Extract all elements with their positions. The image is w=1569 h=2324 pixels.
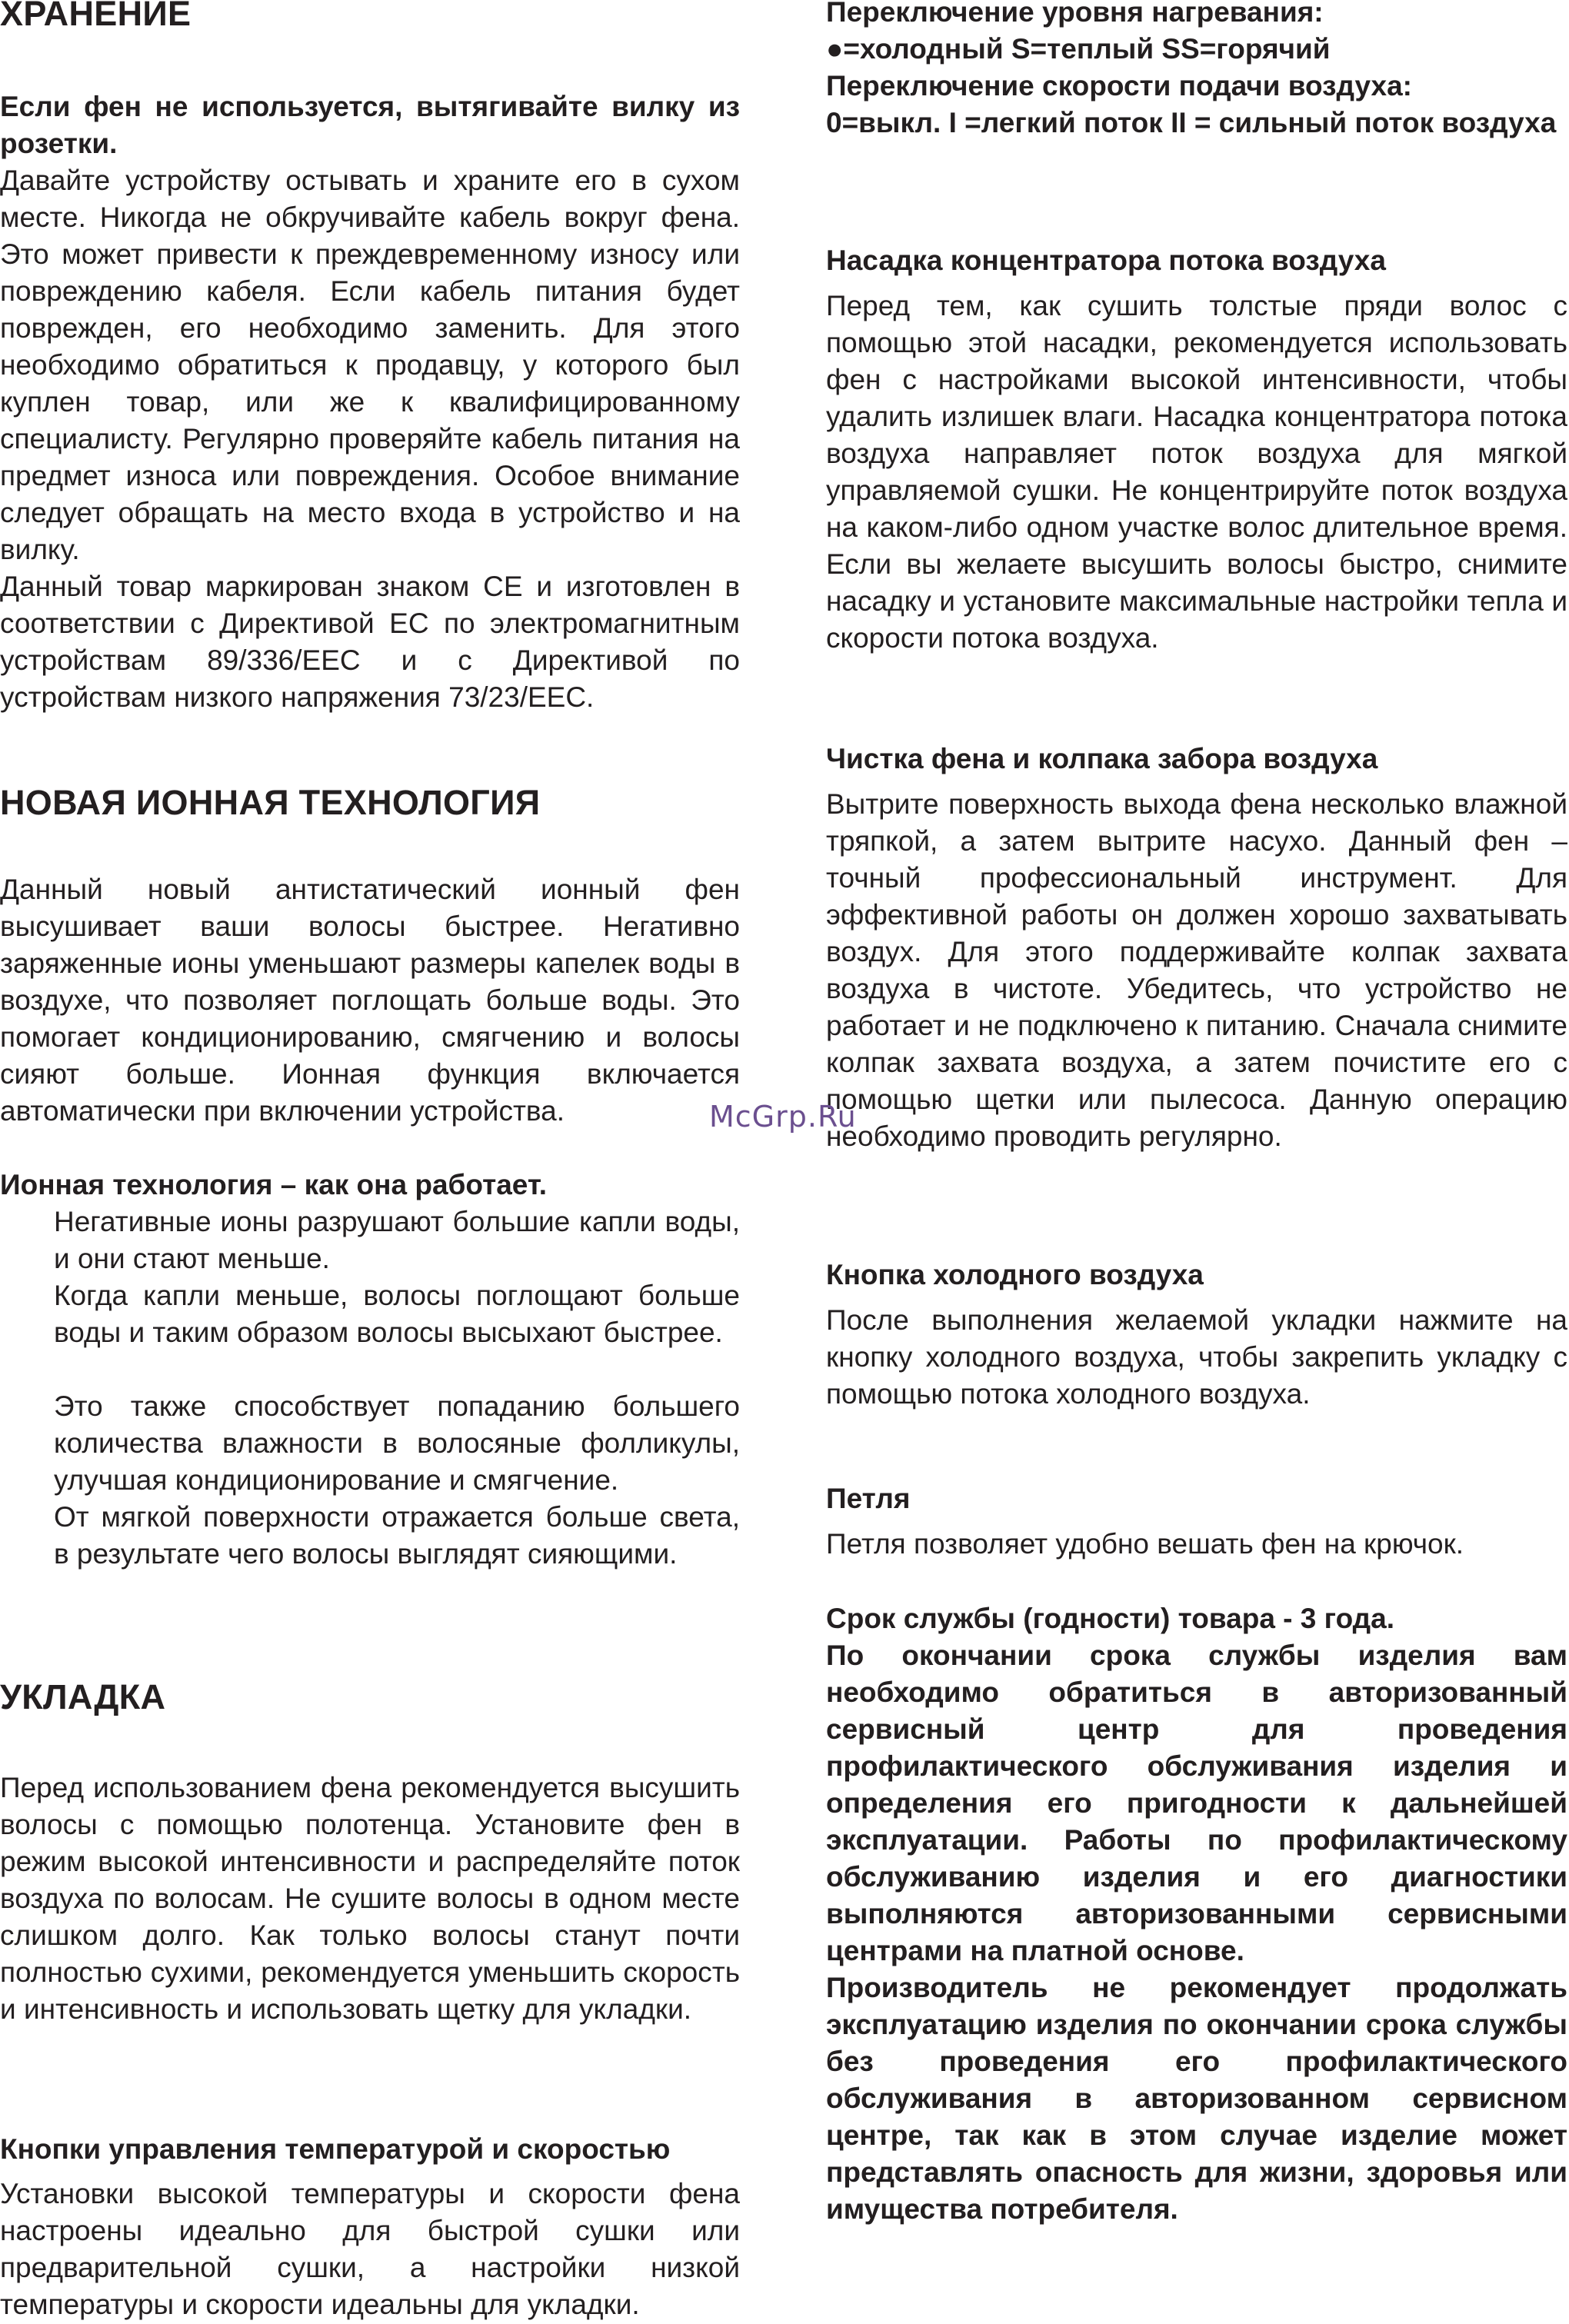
service-paragraph: По окончании срока службы изделия вам необходимо обратиться в авторизованный сервисный центр для проведения профилактического обслуживания изделия и определения его пригодности к дальнейшей эксплуатации. Работы по профилактическому обслуживанию изделия и его диагностики выполняются авторизованными сервисными центрами на платной основе. bbox=[826, 1640, 1567, 1966]
service-life-heading: Срок службы (годности) товара - 3 года. bbox=[826, 1603, 1395, 1634]
heat-switch-label: Переключение уровня нагревания: bbox=[826, 0, 1324, 28]
cold-air-heading: Кнопка холодного воздуха bbox=[826, 1259, 1204, 1290]
ion-list-item: Негативные ионы разрушают большие капли воды, и они стают меньше. bbox=[54, 1206, 740, 1274]
speed-switch-label: Переключение скорости подачи воздуха: bbox=[826, 70, 1412, 102]
storage-heading: ХРАНЕНИЕ bbox=[0, 0, 192, 33]
storage-warning: Если фен не используется, вытягивайте вилку из розетки. bbox=[0, 91, 740, 159]
ion-heading: НОВАЯ ИОННАЯ ТЕХНОЛОГИЯ bbox=[0, 783, 541, 822]
ce-paragraph: Данный товар маркирован знаком CE и изготовлен в соответствии с Директивой EC по электромагнитным устройствам 89/336/EEC и с Директивой по устройствам низкого напряжения 73/23/EEC. bbox=[0, 571, 740, 713]
cleaning-paragraph: Вытрите поверхность выхода фена несколько влажной тряпкой, а затем вытрите насухо. Данный фен – точный профессиональный инструмент. Для эффективной работы он должен хорошо захватывать воздух. Для этого поддерживайте колпак захвата воздуха в чистоте. Убедитесь, что устройство не работает и не подключено к питанию. Сначала снимите колпак захвата воздуха, а затем почистите его с помощью щетки или пылесоса. Данную операцию необходимо проводить регулярно. bbox=[826, 788, 1567, 1152]
storage-paragraph: Давайте устройству остывать и храните его в сухом месте. Никогда не обкручивайте кабель вокруг фена. Это может привести к преждевременному износу или повреждению кабеля. Если кабель питания будет поврежден, его необходимо заменить. Для этого необходимо обратиться к продавцу, у которого был куплен товар, или же к квалифицированному специалисту. Регулярно проверяйте кабель питания на предмет износа или повреждения. Особое внимание следует обращать на место входа в устройство и на вилку. bbox=[0, 165, 740, 565]
cold-air-paragraph: После выполнения желаемой укладки нажмите на кнопку холодного воздуха, чтобы закрепить укладку с помощью потока холодного воздуха. bbox=[826, 1304, 1567, 1410]
ion-list-item: От мягкой поверхности отражается больше света, в результате чего волосы выглядят сияющими. bbox=[54, 1501, 740, 1570]
concentrator-heading: Насадка концентратора потока воздуха bbox=[826, 245, 1386, 276]
loop-paragraph: Петля позволяет удобно вешать фен на крючок. bbox=[826, 1528, 1464, 1560]
heat-switch-values: ●=холодный S=теплый SS=горячий bbox=[826, 33, 1331, 65]
watermark: McGrp.Ru bbox=[709, 1100, 857, 1134]
controls-heading: Кнопки управления температурой и скоростью bbox=[0, 2133, 671, 2165]
concentrator-paragraph: Перед тем, как сушить толстые пряди волос с помощью этой насадки, рекомендуется использовать фен с настройками высокой интенсивности, чтобы удалить излишек влаги. Насадка концентратора потока воздуха направляет поток воздуха для мягкой управляемой сушки. Не концентрируйте поток воздуха на каком-либо одном участке волос длительное время. Если вы желаете высушить волосы быстро, снимите насадку и установите максимальные настройки тепла и скорости потока воздуха. bbox=[826, 290, 1567, 654]
styling-paragraph: Перед использованием фена рекомендуется высушить волосы с помощью полотенца. Установите фен в режим высокой интенсивности и распределяйте поток воздуха по волосам. Не сушите волосы в одном месте слишком долго. Как только волосы станут почти полностью сухими, рекомендуется уменьшить скорость и интенсивность и использовать щетку для укладки. bbox=[0, 1772, 740, 2025]
styling-heading: УКЛАДКА bbox=[0, 1677, 166, 1716]
loop-heading: Петля bbox=[826, 1483, 911, 1514]
ion-list-item: Это также способствует попаданию большего количества влажности в волосяные фолликулы, улучшая кондиционирование и смягчение. bbox=[54, 1390, 740, 1496]
ion-list-item: Когда капли меньше, волосы поглощают больше воды и таким образом волосы высыхают быстрее. bbox=[54, 1280, 740, 1348]
ion-paragraph: Данный новый антистатический ионный фен высушивает ваши волосы быстрее. Негативно заряженные ионы уменьшают размеры капелек воды в воздухе, что позволяет поглощать больше воды. Это помогает кондиционированию, смягчению и волосы сияют больше. Ионная функция включается автоматически при включении устройства. bbox=[0, 874, 740, 1127]
cleaning-heading: Чистка фена и колпака забора воздуха bbox=[826, 743, 1378, 774]
controls-paragraph: Установки высокой температуры и скорости фена настроены идеально для быстрой сушки или предварительной сушки, а настройки низкой температуры и скорости идеальны для укладки. bbox=[0, 2178, 740, 2320]
ion-how-heading: Ионная технология – как она работает. bbox=[0, 1169, 548, 1200]
manufacturer-warning: Производитель не рекомендует продолжать эксплуатацию изделия по окончании срока службы без проведения его профилактического обслуживания в авторизованном сервисном центре, так как в этом случае изделие может представлять опасность для жизни, здоровья или имущества потребителя. bbox=[826, 1972, 1567, 2225]
speed-switch-values: 0=выкл. I =легкий поток II = сильный поток воздуха bbox=[826, 107, 1557, 138]
